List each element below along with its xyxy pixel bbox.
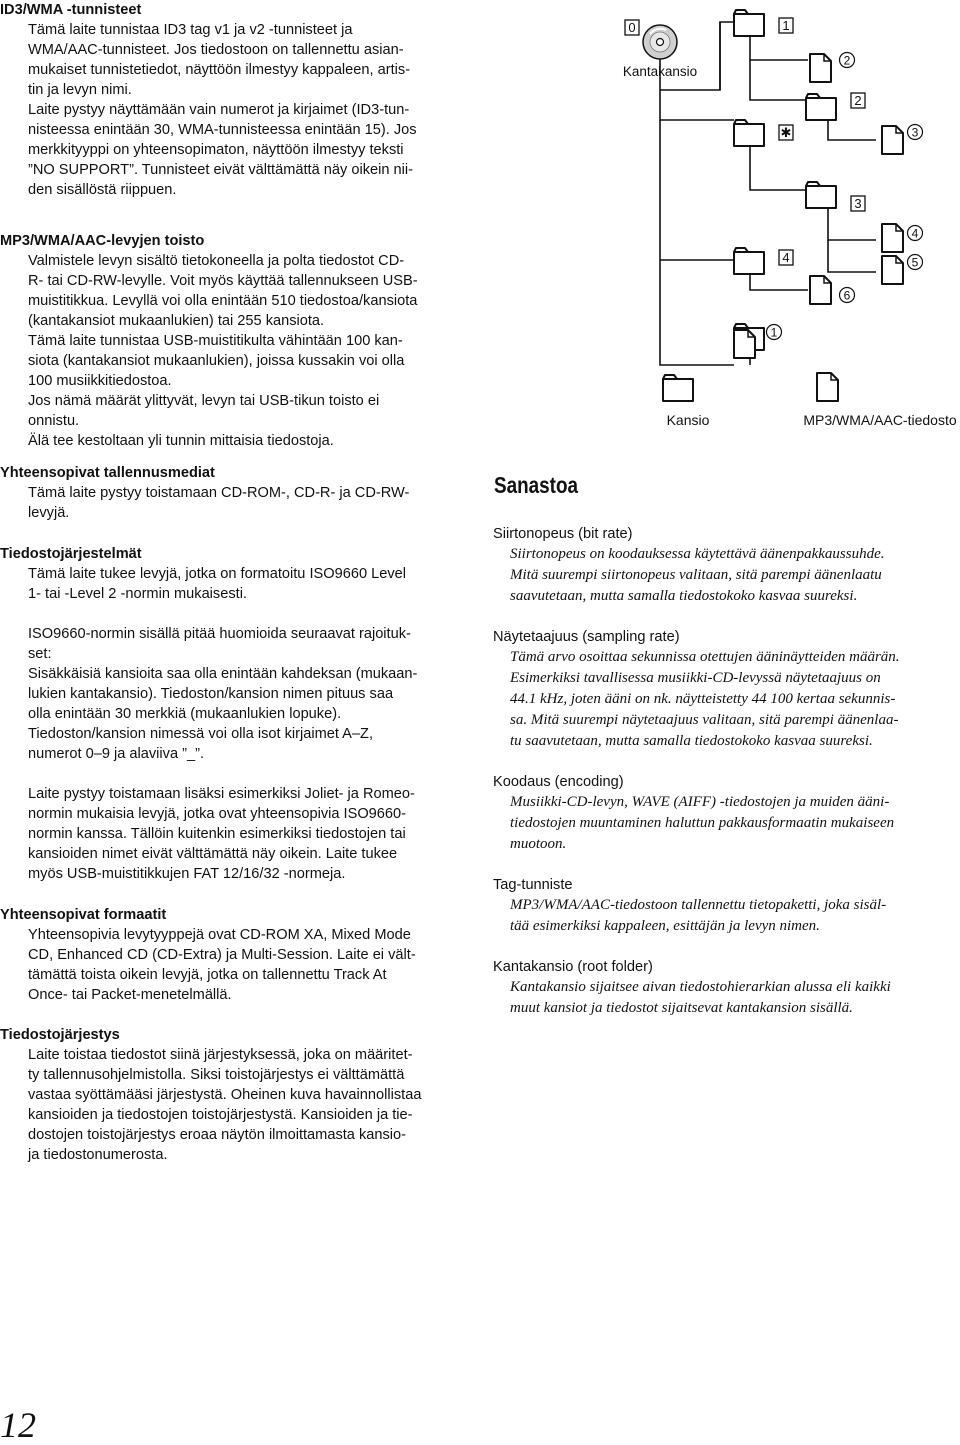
- definition-line: tää esimerkiksi kappaleen, esittäjän ja levyn nimen.: [510, 918, 820, 934]
- body-line: kansioiden nimet eivät välttämättä näy oikein. Laite tukee: [28, 846, 398, 862]
- glossary-definition: [510, 647, 960, 752]
- body-line: muistitikkua. Levyllä voi olla enintään 510 tiedostoa/kansiota: [28, 293, 418, 309]
- definition-line: Mitä suurempi siirtonopeus valitaan, sitä parempi äänenlaatu: [510, 567, 882, 583]
- folder-mark-3: [851, 196, 865, 211]
- svg-text:4: 4: [782, 250, 790, 265]
- body-line: dostojen toistojärjestys eroaa näytön ilmoittamasta kansio-: [28, 1127, 407, 1143]
- svg-text:3: 3: [911, 125, 919, 140]
- section: [0, 544, 470, 884]
- body-line: merkkityyppi on yhteensopimaton, näyttöön ilmestyy teksti: [28, 142, 404, 158]
- body-line: tin ja levyn nimi.: [28, 82, 132, 98]
- file-mark-4: [908, 226, 923, 241]
- body-line: Once- tai Packet-menetelmällä.: [28, 987, 232, 1003]
- body-line: [28, 604, 470, 624]
- svg-text:3: 3: [854, 196, 862, 211]
- file-mark-5: [908, 255, 923, 270]
- body-line: WMA/AAC-tunnisteet. Jos tiedostoon on tallennettu asian-: [28, 42, 404, 58]
- section: [0, 905, 470, 1005]
- svg-text:1: 1: [770, 325, 778, 340]
- svg-text:2: 2: [854, 93, 862, 108]
- folder-mark-1: [779, 18, 793, 33]
- root-folder-label: Kantakansio: [622, 64, 698, 79]
- body-line: Laite pystyy näyttämään vain numerot ja kirjaimet (ID3-tun-: [28, 102, 410, 118]
- svg-text:5: 5: [911, 255, 919, 270]
- file-mark-1: [767, 325, 782, 340]
- section: [0, 0, 470, 200]
- definition-line: muotoon.: [510, 836, 567, 852]
- folder-tree-diagram: [610, 10, 960, 435]
- definition-line: Siirtonopeus on koodauksessa käytettävä äänenpakkaussuhde.: [510, 546, 885, 562]
- left-column-bottom: [0, 463, 470, 1165]
- body-line: mukaiset tunnistetiedot, näyttöön ilmestyy kappaleen, artis-: [28, 62, 411, 78]
- section-heading: Yhteensopivat tallennusmediat: [0, 465, 215, 481]
- file-icon: [810, 276, 831, 304]
- folder-mark-star: [779, 125, 793, 140]
- definition-line: 44.1 kHz, joten ääni on nk. näytteistetty 44 100 kertaa sekunnis-: [510, 691, 896, 707]
- body-line: vastaa syöttämääsi järjestystä. Oheinen kuva havainnollistaa: [28, 1087, 422, 1103]
- body-line: lukien kantakansio). Tiedoston/kansion nimen pituus saa: [28, 686, 394, 702]
- section-heading: Yhteensopivat formaatit: [0, 907, 167, 923]
- folder-mark-0: [625, 20, 639, 35]
- legend-file-label: MP3/WMA/AAC-tiedosto: [803, 412, 957, 428]
- glossary-term: Siirtonopeus (bit rate): [493, 526, 633, 542]
- section-heading: ID3/WMA -tunnisteet: [0, 2, 142, 18]
- root-cd-icon: [643, 25, 677, 59]
- definition-line: Kantakansio sijaitsee aivan tiedostohierarkian alussa eli kaikki: [510, 979, 891, 995]
- file-icon: [882, 126, 903, 154]
- folder-icon: [734, 120, 764, 146]
- file-icon: [810, 54, 831, 82]
- glossary-definition: [510, 544, 960, 607]
- section-heading: Tiedostojärjestys: [0, 1027, 120, 1043]
- body-line: levyjä.: [28, 505, 70, 521]
- body-line: normin kanssa. Tällöin kuitenkin esimerkiksi tiedostojen tai: [28, 826, 406, 842]
- glossary-title: Sanastoa: [494, 472, 579, 498]
- definition-line: tiedostojen muuntaminen haluttun pakkausformaatin mukaiseen: [510, 815, 895, 831]
- svg-text:6: 6: [843, 288, 851, 303]
- glossary-term: Tag-tunniste: [493, 877, 573, 893]
- definition-line: Esimerkiksi tavallisessa musiikki-CD-levyssä näytetaajuus on: [510, 670, 881, 686]
- body-line: Tämä laite tukee levyjä, jotka on formatoitu ISO9660 Level: [28, 566, 407, 582]
- svg-text:0: 0: [628, 20, 636, 35]
- body-line: onnistu.: [28, 413, 80, 429]
- section-heading: MP3/WMA/AAC-levyjen toisto: [0, 233, 205, 249]
- folder-mark-2: [851, 93, 865, 108]
- left-column-top: [0, 0, 470, 451]
- section: [0, 1025, 470, 1165]
- definition-line: muut kansiot ja tiedostot sijaitsevat kantakansion sisällä.: [510, 1000, 853, 1016]
- body-line: normin mukaisia levyjä, jotka ovat yhteensopivia ISO9660-: [28, 806, 407, 822]
- body-line: (kantakansiot mukaanlukien) tai 255 kansiota.: [28, 313, 325, 329]
- folder-icon: [734, 10, 764, 36]
- body-line: Laite pystyy toistamaan lisäksi esimerkiksi Joliet- ja Romeo-: [28, 786, 415, 802]
- folder-icon: [806, 182, 836, 208]
- svg-text:1: 1: [782, 18, 790, 33]
- folder-icon: [734, 248, 764, 274]
- body-line: kansioiden ja tiedostojen toistojärjestystä. Kansioiden ja tie-: [28, 1107, 413, 1123]
- body-line: ty tallennusohjelmistolla. Siksi toistojärjestys ei välttämättä: [28, 1067, 405, 1083]
- body-line: nisteessa enintään 30, WMA-tunnisteessa enintään 15). Jos: [28, 122, 417, 138]
- folder-icon: [806, 94, 836, 120]
- body-line: 100 musiikkitiedostoa.: [28, 373, 172, 389]
- glossary-term: Kantakansio (root folder): [493, 959, 653, 975]
- file-mark-3: [908, 125, 923, 140]
- body-line: tämättä toista oikein levyjä, jotka on tallennettu Track At: [28, 967, 387, 983]
- body-line: Laite toistaa tiedostot siinä järjestyksessä, joka on määritet-: [28, 1047, 413, 1063]
- definition-line: MP3/WMA/AAC-tiedostoon tallennettu tietopaketti, joka sisäl-: [510, 897, 887, 913]
- body-line: R- tai CD-RW-levylle. Voit myös käyttää tallennukseen USB-: [28, 273, 418, 289]
- svg-text:2: 2: [843, 53, 851, 68]
- glossary-term: Koodaus (encoding): [493, 774, 624, 790]
- legend-folder-label: Kansio: [666, 412, 710, 428]
- definition-line: Musiikki-CD-levyn, WAVE (AIFF) -tiedostojen ja muiden ääni-: [510, 794, 890, 810]
- body-line: [28, 764, 470, 784]
- legend-file-icon: [817, 373, 838, 401]
- definition-line: Tämä arvo osoittaa sekunnissa otettujen ääninäytteiden määrän.: [510, 649, 900, 665]
- body-line: Tämä laite pystyy toistamaan CD-ROM-, CD-R- ja CD-RW-: [28, 485, 410, 501]
- body-line: ”NO SUPPORT”. Tunnisteet eivät välttämättä näy oikein nii-: [28, 162, 413, 178]
- section: [0, 231, 470, 451]
- body-line: myös USB-muistitikkujen FAT 12/16/32 -normeja.: [28, 866, 346, 882]
- glossary-definition: [510, 792, 960, 855]
- glossary-term: Näytetaajuus (sampling rate): [493, 629, 680, 645]
- glossary-definition: [510, 895, 960, 937]
- body-line: numerot 0–9 ja alaviiva ”_”.: [28, 746, 205, 762]
- body-line: set:: [28, 646, 52, 662]
- file-mark-6: [840, 288, 855, 303]
- glossary-definition: [510, 977, 960, 1019]
- glossary: [493, 524, 960, 1039]
- body-line: Tämä laite tunnistaa ID3 tag v1 ja v2 -tunnisteet ja: [28, 22, 353, 38]
- body-line: ja tiedostonumerosta.: [28, 1147, 168, 1163]
- body-line: olla enintään 30 merkkiä (mukaanlukien lopuke).: [28, 706, 342, 722]
- body-line: 1- tai -Level 2 -normin mukaisesti.: [28, 586, 247, 602]
- file-icon: [734, 330, 755, 358]
- section-heading: Tiedostojärjestelmät: [0, 546, 142, 562]
- svg-text:✱: ✱: [780, 125, 792, 140]
- definition-line: saavutetaan, mutta samalla tiedostokoko kasvaa suureksi.: [510, 588, 858, 604]
- svg-text:4: 4: [911, 226, 919, 241]
- folder-mark-4: [779, 250, 793, 265]
- page-number: 12: [0, 1405, 36, 1445]
- body-line: den sisällöstä riippuen.: [28, 182, 177, 198]
- section: [0, 463, 470, 523]
- body-line: Sisäkkäisiä kansioita saa olla enintään kahdeksan (mukaan-: [28, 666, 418, 682]
- body-line: siota (kantakansiot mukaanlukien), joissa kussakin voi olla: [28, 353, 405, 369]
- body-line: Jos nämä määrät ylittyvät, levyn tai USB-tikun toisto ei: [28, 393, 380, 409]
- file-icon: [882, 224, 903, 252]
- body-line: ISO9660-normin sisällä pitää huomioida seuraavat rajoituk-: [28, 626, 411, 642]
- file-icon: [882, 256, 903, 284]
- body-line: Tiedoston/kansion nimessä voi olla isot kirjaimet A–Z,: [28, 726, 373, 742]
- legend-folder-icon: [663, 375, 693, 401]
- definition-line: sa. Mitä suurempi näytetaajuus valitaan, sitä parempi äänenlaa-: [510, 712, 899, 728]
- definition-line: tu saavutetaan, mutta samalla tiedostokoko kasvaa suureksi.: [510, 733, 873, 749]
- file-mark-2: [840, 53, 855, 68]
- body-line: Tämä laite tunnistaa USB-muistitikulta vähintään 100 kan-: [28, 333, 403, 349]
- body-line: Yhteensopivia levytyyppejä ovat CD-ROM XA, Mixed Mode: [28, 927, 411, 943]
- body-line: Älä tee kestoltaan yli tunnin mittaisia tiedostoja.: [28, 433, 334, 449]
- body-line: CD, Enhanced CD (CD-Extra) ja Multi-Session. Laite ei vält-: [28, 947, 416, 963]
- glossary-title-box: [493, 472, 579, 498]
- body-line: Valmistele levyn sisältö tietokoneella ja polta tiedostot CD-: [28, 253, 405, 269]
